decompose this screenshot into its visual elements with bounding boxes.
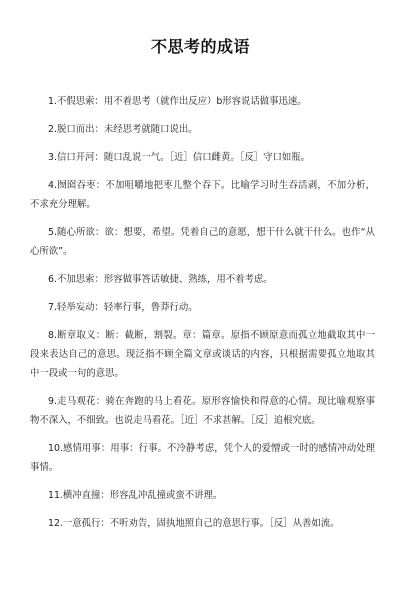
idiom-entry: 9.走马观花：骑在奔跑的马上看花。原形容愉快和得意的心情。现比喻观察事物不深入，不细致。也说走马看花。［近］不求甚解。［反］追根究底。 xyxy=(30,396,375,426)
idiom-entry: 1.不假思索：用不着思考（就作出反应）b形容说话做事迅速。 xyxy=(48,96,307,107)
idiom-entry: 6.不加思索：形容做事答话敏捷、熟练，用不着考虑。 xyxy=(48,274,273,285)
document-title: 不思考的成语 xyxy=(150,37,250,56)
idiom-list xyxy=(30,92,375,542)
idiom-entry: 2.脱口而出：未经思考就随口说出。 xyxy=(48,124,198,135)
idiom-entry: 5.随心所欲：欲：想要，希望。凭着自己的意愿，想干什么就干什么。也作“从心所欲”。 xyxy=(30,227,375,257)
idiom-entry: 11.横冲直撞：形容乱冲乱撞或蛮不讲理。 xyxy=(48,490,223,501)
idiom-entry: 10.感情用事：用事：行事。不冷静考虑，凭个人的爱憎或一时的感情冲动处理事情。 xyxy=(30,443,375,473)
idiom-entry: 7.轻举妄动：轻率行事，鲁莽行动。 xyxy=(48,302,198,313)
idiom-entry: 3.信口开河：随口乱说一气。［近］信口雌黄。［反］守口如瓶。 xyxy=(48,152,311,163)
idiom-entry: 8.断章取义：断：截断，割裂。章：篇章。原指不顾原意而孤立地截取其中一段来表达自己的意思。现泛指不顾全篇文章或谈话的内容，只根据需要孤立地取其中一段或一句的意思。 xyxy=(30,330,375,379)
idiom-entry: 4.囫囵吞枣：不加咀嚼地把枣儿整个吞下。比喻学习时生吞活剥，不加分析，不求充分理解。 xyxy=(30,180,375,210)
idiom-entry: 12.一意孤行：不听劝告，固执地照自己的意思行事。［反］从善如流。 xyxy=(48,518,340,529)
